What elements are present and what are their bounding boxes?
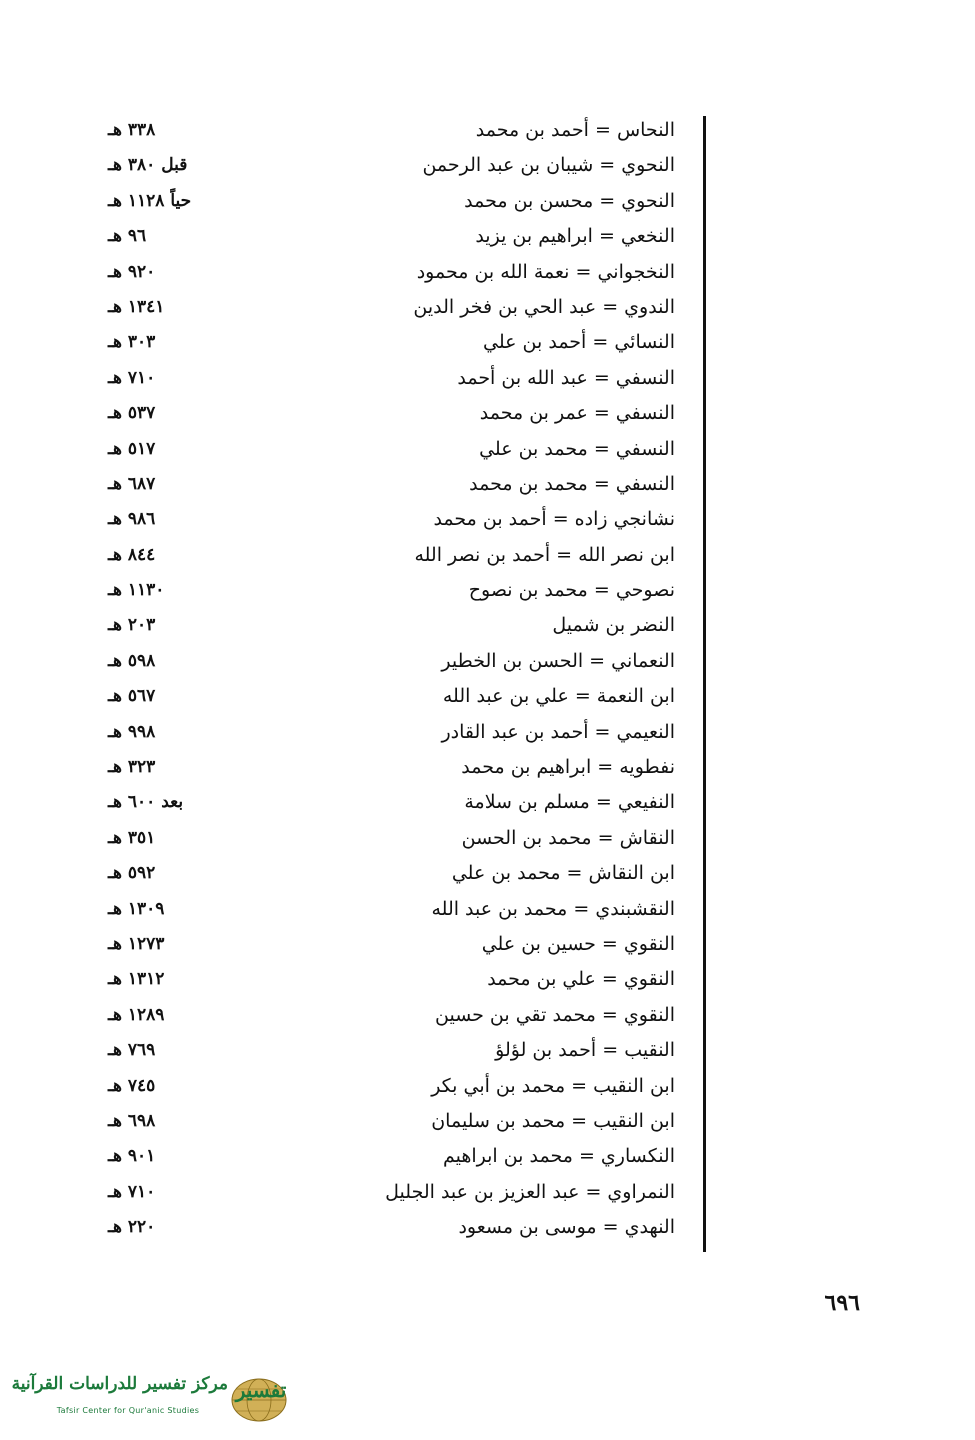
entry-row xyxy=(0,644,975,679)
entry-name: النعماني = الحسن بن الخطير xyxy=(441,649,675,672)
entry-name: النقاش = محمد بن الحسن xyxy=(461,826,675,849)
entry-name: ابن النعمة = علي بن عبد الله xyxy=(442,685,675,708)
entry-row xyxy=(0,113,975,148)
entry-name: نصوحي = محمد بن نصوح xyxy=(468,579,675,602)
entry-date: ١٣١٢ هـ xyxy=(108,969,165,990)
logo-title: مركز تفسير للدراسات القرآنية xyxy=(11,1374,228,1394)
entry-date: بعد ٦٠٠ هـ xyxy=(108,792,184,813)
entry-row xyxy=(0,290,975,325)
entry-row xyxy=(0,1210,975,1245)
entry-name: النحاس = أحمد بن محمد xyxy=(475,119,675,141)
entry-date: ٣٢٣ هـ xyxy=(108,757,156,778)
entry-name: النقوي = علي بن محمد xyxy=(487,968,675,991)
entry-row xyxy=(0,785,975,820)
entry-row xyxy=(0,1033,975,1068)
entry-row xyxy=(0,998,975,1033)
entry-date: ٩٦ هـ xyxy=(108,226,147,247)
entry-name: ابن نصر الله = أحمد بن نصر الله xyxy=(414,543,675,566)
entry-name: النخعي = ابراهيم بن يزيد xyxy=(475,225,675,248)
entry-date: ٢٢٠ هـ xyxy=(108,1217,156,1238)
entry-date: ٦٨٧ هـ xyxy=(108,473,156,494)
entry-row xyxy=(0,467,975,502)
logo-subtitle: Tafsir Center for Qur'anic Studies xyxy=(56,1406,200,1415)
entry-date: ٥٦٧ هـ xyxy=(108,686,156,707)
entry-name: ابن النقيب = محمد بن أبي بكر xyxy=(431,1074,675,1097)
entry-date: ٧٤٥ هـ xyxy=(108,1075,156,1096)
entry-date: ٢٠٣ هـ xyxy=(108,615,156,636)
entry-name: النقوي = محمد تقي بن حسين xyxy=(435,1003,675,1026)
entry-name: النمراوي = عبد العزيز بن عبد الجليل xyxy=(385,1180,675,1203)
entry-name: النسائي = أحمد بن علي xyxy=(483,331,675,354)
entry-name: الندوي = عبد الحي بن فخر الدين xyxy=(413,295,675,318)
entry-date: ٥١٧ هـ xyxy=(108,438,156,459)
entry-row xyxy=(0,573,975,608)
entry-name: النسفي = محمد بن علي xyxy=(479,437,675,460)
entry-name: نفطويه = ابراهيم بن محمد xyxy=(461,756,675,779)
entry-date: ٩٨٦ هـ xyxy=(108,509,156,530)
entry-row xyxy=(0,715,975,750)
entry-row xyxy=(0,1069,975,1104)
entry-date: ٩٢٠ هـ xyxy=(108,261,156,282)
entry-date: ١١٣٠ هـ xyxy=(108,580,165,601)
entry-name: النسفي = عبد الله بن أحمد xyxy=(457,366,675,389)
entry-row xyxy=(0,432,975,467)
entry-date: ٣٣٨ هـ xyxy=(108,120,156,140)
entry-row xyxy=(0,856,975,891)
entry-name: ابن النقاش = محمد بن علي xyxy=(451,862,675,885)
entry-name: النحوي = محسن بن محمد xyxy=(464,189,675,212)
entry-row xyxy=(0,396,975,431)
entry-date: ٩٩٨ هـ xyxy=(108,721,156,742)
entry-date: قبل ٣٨٠ هـ xyxy=(108,155,188,176)
entry-name: النعيمي = أحمد بن عبد القادر xyxy=(441,720,675,743)
entry-name: النسفي = محمد بن محمد xyxy=(469,472,675,495)
entry-date: ٧١٠ هـ xyxy=(108,367,156,388)
entry-name: ابن النقيب = محمد بن سليمان xyxy=(431,1109,675,1132)
entry-name: النضر بن شميل xyxy=(552,614,675,637)
entry-name: النكساري = محمد بن ابراهيم xyxy=(442,1145,675,1168)
entry-date: حياً ١١٢٨ هـ xyxy=(108,190,192,211)
entry-date: ٣٠٣ هـ xyxy=(108,332,156,353)
entry-row xyxy=(0,1175,975,1210)
entry-row xyxy=(0,255,975,290)
entry-row xyxy=(0,148,975,183)
entry-row xyxy=(0,502,975,537)
entry-date: ١٢٧٣ هـ xyxy=(108,933,165,954)
entry-row xyxy=(0,325,975,360)
entry-name: النقوي = حسين بن علي xyxy=(481,932,675,955)
entry-row xyxy=(0,750,975,785)
entry-date: ١٢٨٩ هـ xyxy=(108,1004,165,1025)
entry-date: ٦٩٨ هـ xyxy=(108,1110,156,1131)
entry-date: ١٣٠٩ هـ xyxy=(108,898,165,919)
entry-row xyxy=(0,679,975,714)
entry-row xyxy=(0,608,975,643)
entry-date: ٨٤٤ هـ xyxy=(108,544,156,565)
entry-row xyxy=(0,361,975,396)
entry-date: ٧٦٩ هـ xyxy=(108,1040,156,1061)
entry-row xyxy=(0,962,975,997)
entry-date: ٥٣٧ هـ xyxy=(108,403,156,424)
entry-date: ٥٩٢ هـ xyxy=(108,863,156,884)
entry-name: النخجواني = نعمة الله بن محمود xyxy=(416,260,675,283)
entry-name: النفيعي = مسلم بن سلامة xyxy=(464,791,675,814)
entry-date: ١٣٤١ هـ xyxy=(108,296,165,317)
entry-name: النقيب = أحمد بن لؤلؤ xyxy=(495,1039,675,1062)
tafsir-center-logo xyxy=(11,1368,304,1430)
entry-date: ٩٠١ هـ xyxy=(108,1146,156,1167)
entry-row xyxy=(0,184,975,219)
entry-row xyxy=(0,538,975,573)
entry-row xyxy=(0,1104,975,1139)
entry-date: ٣٥١ هـ xyxy=(108,827,156,848)
logo-word: تفسير xyxy=(235,1378,287,1402)
entry-row xyxy=(0,219,975,254)
entry-name: النهدي = موسى بن مسعود xyxy=(458,1216,675,1239)
entry-row xyxy=(0,821,975,856)
page-number: ٦٩٦ xyxy=(824,1290,860,1316)
entry-date: ٥٩٨ هـ xyxy=(108,650,156,671)
entry-name: النسفي = عمر بن محمد xyxy=(479,402,675,425)
entry-row xyxy=(0,892,975,927)
entry-name: نشانجي زاده = أحمد بن محمد xyxy=(433,508,675,531)
entry-row xyxy=(0,927,975,962)
entry-list xyxy=(0,113,975,1246)
entry-name: النقشبندي = محمد بن عبد الله xyxy=(431,897,675,920)
entry-name: النحوي = شيبان بن عبد الرحمن xyxy=(422,154,675,177)
entry-date: ٧١٠ هـ xyxy=(108,1181,156,1202)
entry-row xyxy=(0,1139,975,1174)
